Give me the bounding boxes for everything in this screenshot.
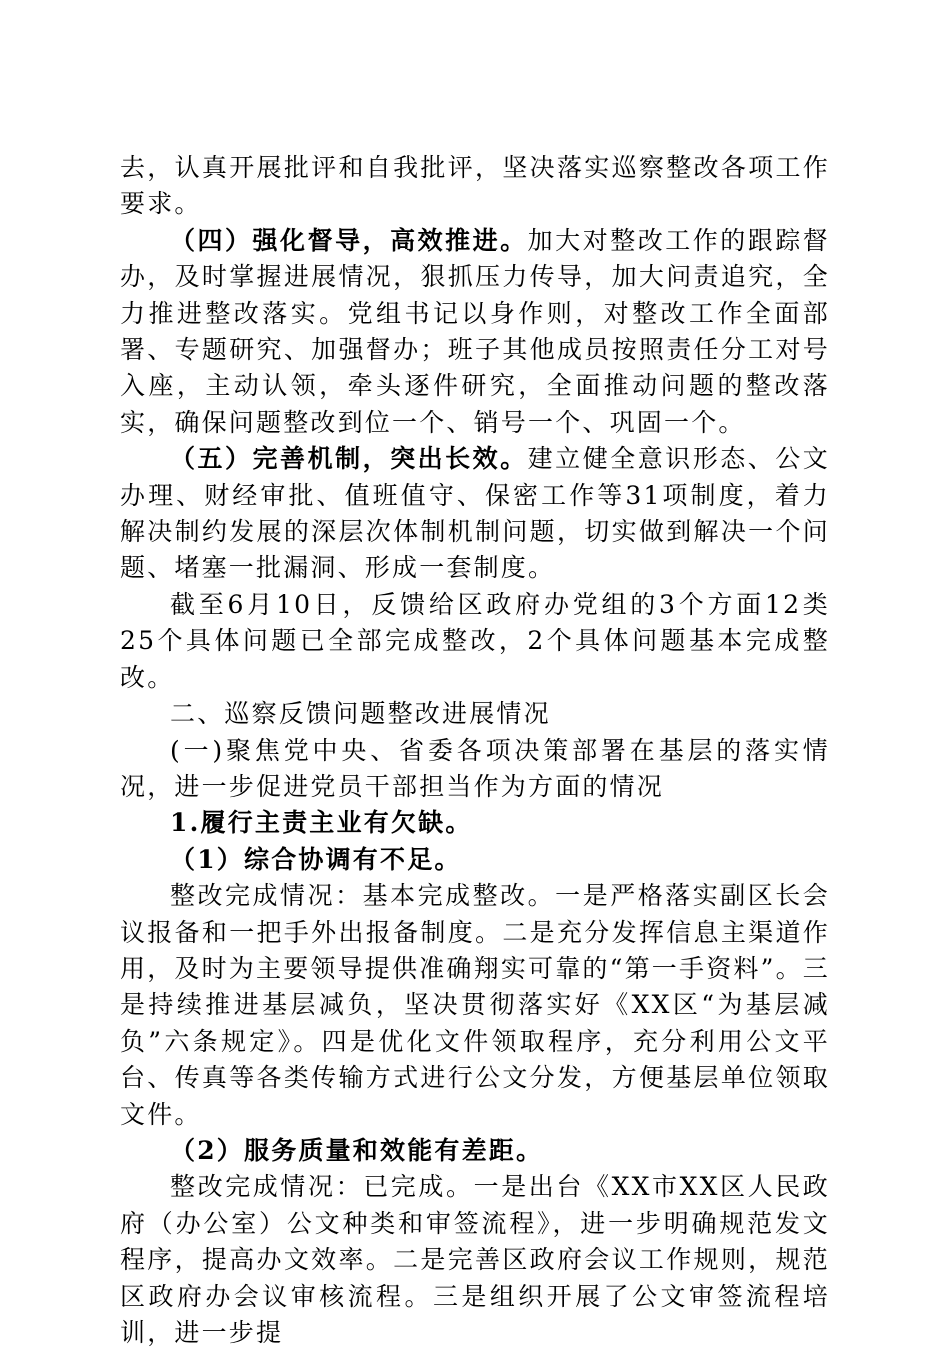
paragraph-continuation: 去，认真开展批评和自我批评，坚决落实巡察整改各项工作要求。 <box>120 153 830 219</box>
paragraph-section-4 <box>120 223 830 441</box>
paragraph-item-1-1-status: 整改完成情况：基本完成整改。一是严格落实副区长会议报备和一把手外出报备制度。二是充分发挥信息主渠道作用，及时为主要领导提供准确翔实可靠的“第一手资料”。三是持续推进基层减负，坚决贯彻落实好《XX区“为基层减负”六条规定》。四是优化文件领取程序，充分利用公文平台、传真等各类传输方式进行公文分发，方便基层单位领取文件。 <box>120 881 830 1129</box>
heading-subsection-1: (一)聚焦党中央、省委各项决策部署在基层的落实情况，进一步促进党员干部担当作为方面的情况 <box>120 735 830 801</box>
paragraph-summary: 截至6月10日，反馈给区政府办党组的3个方面12类25个具体问题已全部完成整改，2个具体问题基本完成整改。 <box>120 589 830 692</box>
document-page <box>120 150 830 1351</box>
paragraph-section-5 <box>120 441 830 587</box>
heading-item-1-2: （2）服务质量和效能有差距。 <box>170 1135 544 1165</box>
heading-item-1: 1.履行主责主业有欠缺。 <box>170 808 473 838</box>
section-5-body: 建立健全意识形态、公文办理、财经审批、值班值守、保密工作等31项制度，着力解决制约发展的深层次体制机制问题，切实做到解决一个问题、堵塞一批漏洞、形成一套制度。 <box>120 444 830 583</box>
section-4-body: 加大对整改工作的跟踪督办，及时掌握进展情况，狠抓压力传导，加大问责追究，全力推进整改落实。党组书记以身作则，对整改工作全面部署、专题研究、加强督办；班子其他成员按照责任分工对号入座，主动认领，牵头逐件研究，全面推动问题的整改落实，确保问题整改到位一个、销号一个、巩固一个。 <box>120 225 830 437</box>
heading-item-1-1: （1）综合协调有不足。 <box>170 844 462 874</box>
section-4-heading: （四）强化督导，高效推进。 <box>170 225 528 255</box>
section-5-heading: （五）完善机制，突出长效。 <box>170 444 528 474</box>
paragraph-item-1-2-status: 整改完成情况：已完成。一是出台《XX市XX区人民政府（办公室）公文种类和审签流程》，进一步明确规范发文程序，提高办文效率。二是完善区政府会议工作规则，规范区政府办会议审核流程。三是组织开展了公文审签流程培训，进一步提 <box>120 1172 830 1347</box>
heading-part-2: 二、巡察反馈问题整改进展情况 <box>170 699 551 729</box>
